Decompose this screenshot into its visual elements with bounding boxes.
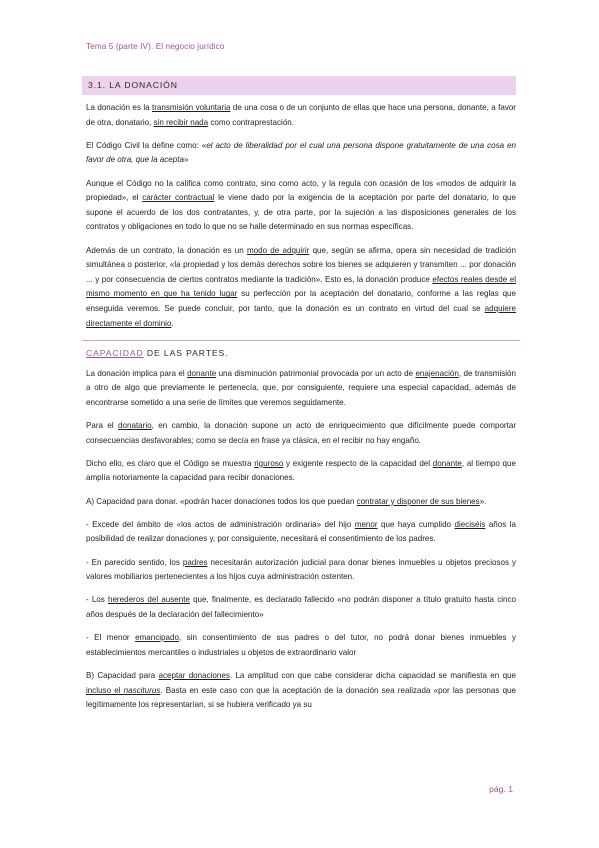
text: » <box>183 155 189 165</box>
text: y exigente respecto de la capacidad del <box>283 458 433 468</box>
paragraph-heirs <box>86 593 516 622</box>
paragraph-rigour <box>86 457 516 486</box>
text: - Excede del ámbito de «los actos de administración ordinaria» del hijo <box>86 519 355 529</box>
text: le viene dado por la exigencia de la aceptación por parte del donatario, lo que supone el acuerdo de los dos contratantes, y, de otra parte, por la sujeción a las disposiciones generales de los contratos y obligaciones en todo lo que no se halle determinado en sus normas específicas. <box>86 193 516 232</box>
underlined-term: emancipado <box>135 633 179 643</box>
text: , al tiempo que amplía notoriamente la capacidad para recibir donaciones. <box>86 458 516 483</box>
subsection-title-accent: CAPACIDAD <box>86 347 144 358</box>
text: ». <box>479 496 487 506</box>
paragraph-donor <box>86 367 516 411</box>
text: años la posibilidad de realizar donaciones y, por consiguiente, necesitará el consentimiento de los padres. <box>86 519 516 544</box>
paragraph-minor <box>86 518 516 547</box>
paragraph-definition <box>86 101 516 130</box>
text: Dicho ello, es claro que el Código se muestra <box>86 458 255 468</box>
underlined-term: transmisión voluntaria <box>152 103 231 112</box>
text: . La amplitud con que cabe considerar dicha capacidad se manifiesta en que <box>229 670 516 680</box>
text: que haya cumplido <box>377 519 455 529</box>
text: - Los <box>86 595 108 605</box>
paragraph-contractual-nature <box>86 177 516 235</box>
text: La donación implica para el <box>86 368 188 378</box>
paragraph-parents <box>86 556 516 585</box>
underlined-term: contratar y disponer de sus bienes <box>356 496 480 506</box>
underlined-term: menor <box>354 519 378 529</box>
underlined-term: efectos reales desde el mismo momento en que ha tenido lugar <box>86 274 516 299</box>
underlined-term: donante <box>432 458 462 468</box>
subsection-title-rest: DE LAS PARTES. <box>143 347 229 358</box>
text: necesitarán autorización judicial para donar bienes inmuebles u objetos preciosos y valores mobiliarios pertenecientes a los hijos cuya administración ostenten. <box>86 557 516 582</box>
text: , sin consentimiento de sus padres o del tutor, no podrá donar bienes inmuebles y establecimientos mercantiles o industriales u objetos de extraordinario valor <box>86 633 516 657</box>
text: , en cambio, la donación supone un acto de enriquecimiento que difícilmente puede comportar consecuencias desfavorables; como se decía en frase ya clásica, en el recibir no hay engaño. <box>86 421 516 445</box>
paragraph-capacity-to-accept <box>86 669 516 713</box>
text: que, finalmente, es declarado fallecido «no podrán disponer a título gratuito hasta cinco años después de la declaración del fallecimiento» <box>86 595 516 619</box>
text: Además de un contrato, la donación es un <box>86 245 247 255</box>
underlined-term: dieciséis <box>454 519 486 529</box>
paragraph-civil-code <box>86 139 516 168</box>
page-number: pág. 1 <box>489 784 513 794</box>
text: Para el <box>86 421 119 431</box>
text: su perfección por la aceptación del donatario, conforme a las reglas que enseguida veremos. Se puede concluir, por tanto, que la donación es un contrato en virtud del cual se <box>86 289 517 313</box>
underlined-term: herederos del ausente <box>107 595 190 605</box>
underlined-term: sin recibir nada <box>153 117 209 127</box>
text: como contraprestación. <box>208 117 295 127</box>
text: La donación es la <box>86 103 153 112</box>
running-header: Tema 5 (parte IV). El negocio jurídico <box>86 42 225 51</box>
paragraph-mode-of-acquisition <box>86 244 516 332</box>
underlined-term: riguroso <box>254 458 284 468</box>
text: . Basta en este caso con que la aceptación de la donación sea realizada «por las personas que legítimamente los representarían, si se hubiera verificado ya su <box>86 685 516 710</box>
section-heading-bar <box>82 76 516 95</box>
underlined-term: adquiere directamente el dominio <box>86 303 516 328</box>
underlined-term: donatario <box>118 421 152 431</box>
subsection-title <box>86 348 516 358</box>
text: - El menor <box>86 633 136 643</box>
underlined-term: modo de adquirir <box>246 245 310 255</box>
text: A) Capacidad para donar. «podrán hacer donaciones todos los que puedan <box>86 496 357 506</box>
text: una disminución patrimonial provocada por un acto de <box>216 368 416 378</box>
underlined-italic-term: nasciturus <box>123 685 161 695</box>
paragraph-emancipated <box>86 631 516 660</box>
underlined-term: enajenación <box>415 368 459 378</box>
italic-quote: el acto de liberalidad por el cual una persona dispone gratuitamente de una cosa en favor de otra, que la acepta <box>86 140 516 165</box>
text: , de transmisión a otro de algo que previamente le pertenecía, que, por consiguiente, requiere una especial capacidad, además de encontrarse sometido a una serie de límites que veremos seguidamente. <box>86 368 517 407</box>
text: de una cosa o de un conjunto de ellas que hace una persona, donante, a favor de otra, donatario, <box>86 103 516 127</box>
underlined-term: padres <box>182 557 208 567</box>
underlined-term: donante <box>187 368 217 378</box>
underlined-term: aceptar donaciones <box>158 670 230 680</box>
text: B) Capacidad para <box>86 670 159 680</box>
text: . <box>171 318 174 328</box>
subsection-divider <box>82 340 520 358</box>
text: que, según se afirma, opera sin necesidad de tradición simultánea o posterior, «la propiedad y los demás derechos sobre los bienes se adquieren y transmiten ... por donación ... y por consecuencia de ciertos contratos mediante la tradición». Esto es, la donación produce <box>86 245 517 284</box>
text: Aunque el Código no la califica como contrato, sino como acto, y la regula con ocasión de los «modos de adquirir la propiedad», el <box>86 178 516 203</box>
text: El Código Civil la define como: « <box>86 140 207 150</box>
paragraph-donee <box>86 419 516 448</box>
underlined-term: incluso el <box>86 685 124 695</box>
paragraph-capacity-to-donate <box>86 495 516 510</box>
section-title: 3.1. LA DONACIÓN <box>88 80 178 90</box>
underlined-term: carácter contractual <box>142 193 215 203</box>
body-text <box>86 101 516 721</box>
text: - En parecido sentido, los <box>86 557 183 567</box>
